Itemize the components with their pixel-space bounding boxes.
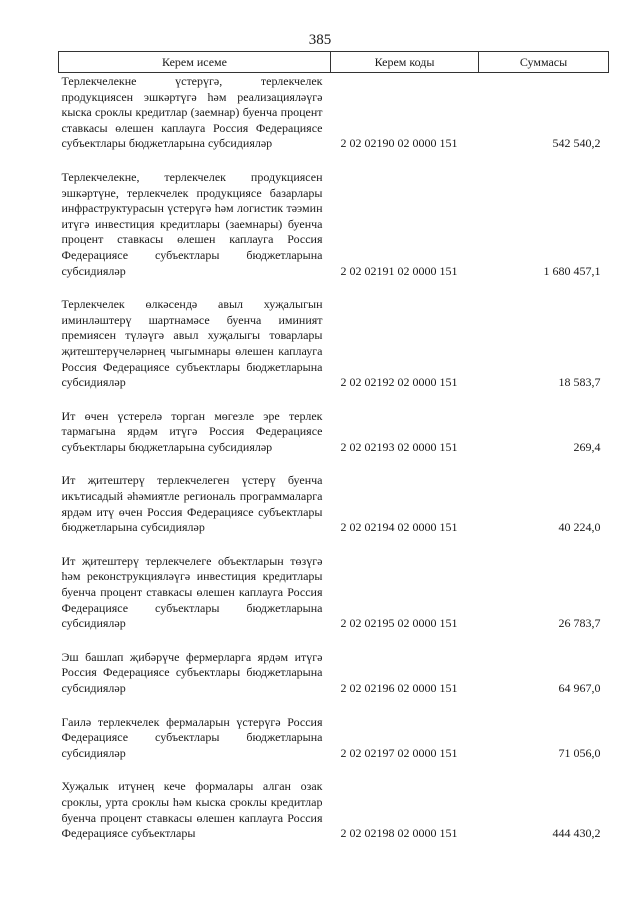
- table-header-row: [59, 52, 609, 73]
- row-sum: 40 224,0: [558, 520, 601, 535]
- row-name: Ит өчен үстерелә торган мөгезле эре терлек тармагына ярдәм итүгә Россия Федерациясе субъектлары бюджетларына субсидияләр: [61, 408, 323, 454]
- row-code: 2 02 02197 02 0000 151: [340, 745, 458, 760]
- row-sum: 26 783,7: [558, 616, 601, 631]
- row-name: Терлекчелекне үстерүгә, терлекчелек продукциясен эшкәртүгә һәм реализацияләүгә кыска сроклы кредитлар (заемнар) буенча процент ставкасы өлешен каплауга Россия Федерациясе субъектлары бюджетларына субсидияләр: [61, 74, 323, 151]
- table-row: [59, 650, 609, 715]
- header-name: Керем исеме: [59, 52, 331, 73]
- table-body: [59, 73, 609, 860]
- table-row: [59, 554, 609, 650]
- row-code: 2 02 02194 02 0000 151: [340, 520, 458, 535]
- row-name: Эш башлап җибәрүче фермерларга ярдәм итүгә Россия Федерациясе субъектлары бюджетларына субсидияләр: [61, 649, 323, 695]
- table-row: [59, 715, 609, 780]
- row-sum: 444 430,2: [552, 826, 601, 841]
- header-code: Керем коды: [331, 52, 479, 73]
- row-sum: 542 540,2: [552, 136, 601, 151]
- table-row: [59, 170, 609, 297]
- table-row: [59, 473, 609, 553]
- row-code: 2 02 02198 02 0000 151: [340, 826, 458, 841]
- row-sum: 269,4: [573, 439, 601, 454]
- table-row: [59, 297, 609, 409]
- row-name: Терлекчелек өлкәсендә авыл хуҗалыгын иминләштерү шартнамәсе буенча иминият премиясен түләүгә авыл хуҗалыгы товарлары җитештерүчеләрнең чыгымнары өлешен каплауга Россия Федерациясе субъектлары бюджетларына субсидияләр: [61, 297, 323, 390]
- row-sum: 71 056,0: [558, 745, 601, 760]
- row-code: 2 02 02196 02 0000 151: [340, 681, 458, 695]
- income-table: [58, 51, 609, 860]
- row-name: Хуҗалык итүнең кече формалары алган озак сроклы, урта сроклы һәм кыска сроклы кредитлар буенча процент ставкасы өлешен каплауга Россия Федерациясе субъектлары: [61, 779, 323, 841]
- row-code: 2 02 02195 02 0000 151: [340, 616, 458, 631]
- row-name: Ит җитештерү терлекчелеге объектларын төзүгә һәм реконструкцияләүгә инвестиция кредитлары буенча процент ставкасы өлешен каплауга Россия Федерациясе субъектлары бюджетларына субсидияләр: [61, 553, 323, 631]
- row-code: 2 02 02191 02 0000 151: [340, 263, 458, 278]
- row-name: Терлекчелекне, терлекчелек продукциясен эшкәртүне, терлекчелек продукциясе базарлары инфраструктурасын үстерүгә һәм логистик тәэмин итүгә инвестиция кредитлары (заемнары) буенча процент ставкасы өлешен каплауга Россия Федерациясе субъектлары бюджетларына субсидияләр: [61, 169, 323, 278]
- row-sum: 1 680 457,1: [543, 263, 601, 278]
- table-row: [59, 409, 609, 474]
- row-name: Гаилә терлекчелек фермаларын үстерүгә Россия Федерациясе субъектлары бюджетларына субсидияләр: [61, 714, 323, 760]
- header-sum: Суммасы: [479, 52, 609, 73]
- row-code: 2 02 02193 02 0000 151: [340, 439, 458, 454]
- table-row: [59, 73, 609, 170]
- table-row: [59, 779, 609, 859]
- page-number: 385: [308, 32, 332, 48]
- row-name: Ит җитештерү терлекчелеген үстерү буенча икътисадый әһәмиятле региональ программаларга ярдәм итү өчен Россия Федерациясе субъектлары бюджетларына субсидияләр: [61, 473, 323, 535]
- row-sum: 18 583,7: [558, 375, 601, 390]
- row-sum: 64 967,0: [558, 681, 601, 695]
- row-code: 2 02 02190 02 0000 151: [340, 136, 458, 151]
- row-code: 2 02 02192 02 0000 151: [340, 375, 458, 390]
